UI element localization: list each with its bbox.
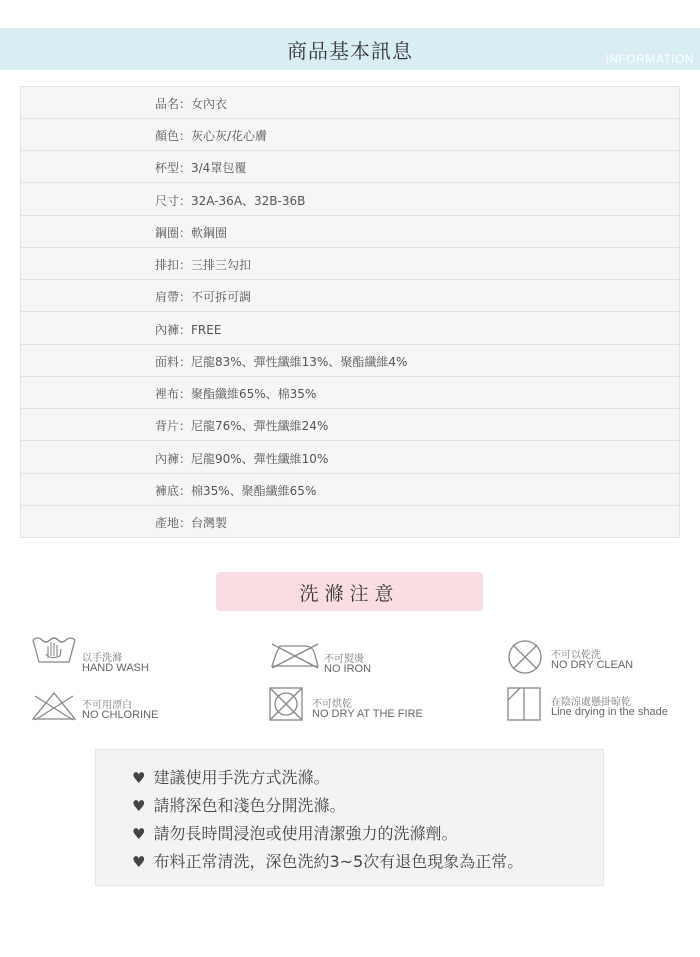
spec-row (21, 442, 679, 474)
care-item-no-chlorine (30, 690, 190, 722)
spec-text: 排扣：三排三勾扣 (155, 258, 252, 272)
spec-row (21, 248, 679, 280)
heart-icon: ♥ (132, 853, 146, 871)
spec-row (21, 119, 679, 151)
care-header (216, 572, 483, 611)
spec-text: 鋼圈：軟鋼圈 (155, 226, 228, 240)
spec-row (21, 377, 679, 409)
spec-table (20, 86, 680, 538)
care-label-en: HAND WASH (82, 662, 149, 674)
spec-row (21, 506, 679, 538)
heart-icon: ♥ (132, 769, 146, 787)
note-item (132, 821, 457, 844)
no-iron-icon (268, 640, 322, 670)
care-label-en: NO CHLORINE (82, 709, 159, 721)
spec-text: 面料：尼龍83%、彈性纖維13%、聚酯纖維4% (155, 355, 408, 369)
care-item-line-dry-shade (506, 686, 696, 722)
care-item-no-iron (268, 640, 438, 676)
spec-row (21, 313, 679, 345)
note-text: 建議使用手洗方式洗滌。 (153, 768, 330, 787)
care-label-cn: 不可以乾洗 (551, 650, 601, 661)
spec-text: 內褲：尼龍90%、彈性纖維10% (155, 452, 329, 466)
info-header (0, 28, 700, 70)
no-dry-clean-icon (506, 638, 544, 676)
note-item (132, 849, 523, 872)
note-text: 布料正常清洗，深色洗約3~5次有退色現象為正常。 (153, 852, 524, 871)
page-title: 商品基本訊息 (287, 39, 413, 63)
note-item (132, 765, 329, 788)
line-dry-shade-icon (506, 686, 542, 722)
spec-text: 產地：台灣製 (155, 516, 228, 530)
spec-text: 品名：女內衣 (155, 97, 228, 111)
spec-row (21, 280, 679, 312)
care-item-no-tumble-dry (268, 686, 438, 722)
page-subtitle: INFORMATION (605, 52, 694, 66)
care-notes-box (95, 749, 604, 886)
spec-text: 尺寸：32A-36A、32B-36B (155, 194, 306, 208)
note-item (132, 793, 345, 816)
note-text: 請勿長時間浸泡或使用清潔強力的洗滌劑。 (153, 824, 458, 843)
heart-icon: ♥ (132, 825, 146, 843)
care-item-hand-wash (30, 632, 190, 676)
heart-icon: ♥ (132, 797, 146, 815)
spec-text: 肩帶：不可拆可調 (155, 290, 252, 304)
care-label-cn: 不可用漂白 (82, 700, 132, 711)
care-label-en: NO DRY AT THE FIRE (312, 708, 423, 720)
spec-text: 背片：尼龍76%、彈性纖維24% (155, 419, 329, 433)
spec-row (21, 151, 679, 183)
care-label-en: NO DRY CLEAN (551, 659, 634, 671)
care-label-en: NO IRON (324, 663, 372, 675)
no-tumble-dry-icon (268, 686, 304, 722)
spec-text: 內褲：FREE (155, 323, 222, 337)
care-label-en: Line drying in the shade (551, 706, 668, 718)
spec-row (21, 409, 679, 441)
no-chlorine-icon (30, 690, 78, 722)
spec-text: 褲底：棉35%、聚酯纖維65% (155, 484, 317, 498)
care-item-no-dry-clean (506, 638, 676, 678)
spec-text: 裡布：聚酯纖維65%、棉35% (155, 387, 317, 401)
spec-row (21, 216, 679, 248)
spec-row (21, 87, 679, 119)
care-label-cn: 不可烘乾 (312, 699, 352, 710)
care-label-cn: 不可熨燙 (324, 654, 364, 665)
care-title: 洗滌注意 (299, 583, 400, 605)
spec-text: 杯型：3/4罩包覆 (155, 161, 247, 175)
note-text: 請將深色和淺色分開洗滌。 (153, 796, 346, 815)
care-label-cn: 在陰涼處懸掛晾乾 (551, 697, 631, 708)
hand-wash-icon (30, 632, 78, 668)
spec-text: 顏色：灰心灰/花心膚 (155, 129, 268, 143)
spec-row (21, 345, 679, 377)
spec-row (21, 184, 679, 216)
care-label-cn: 以手洗滌 (82, 653, 122, 664)
spec-row (21, 474, 679, 506)
